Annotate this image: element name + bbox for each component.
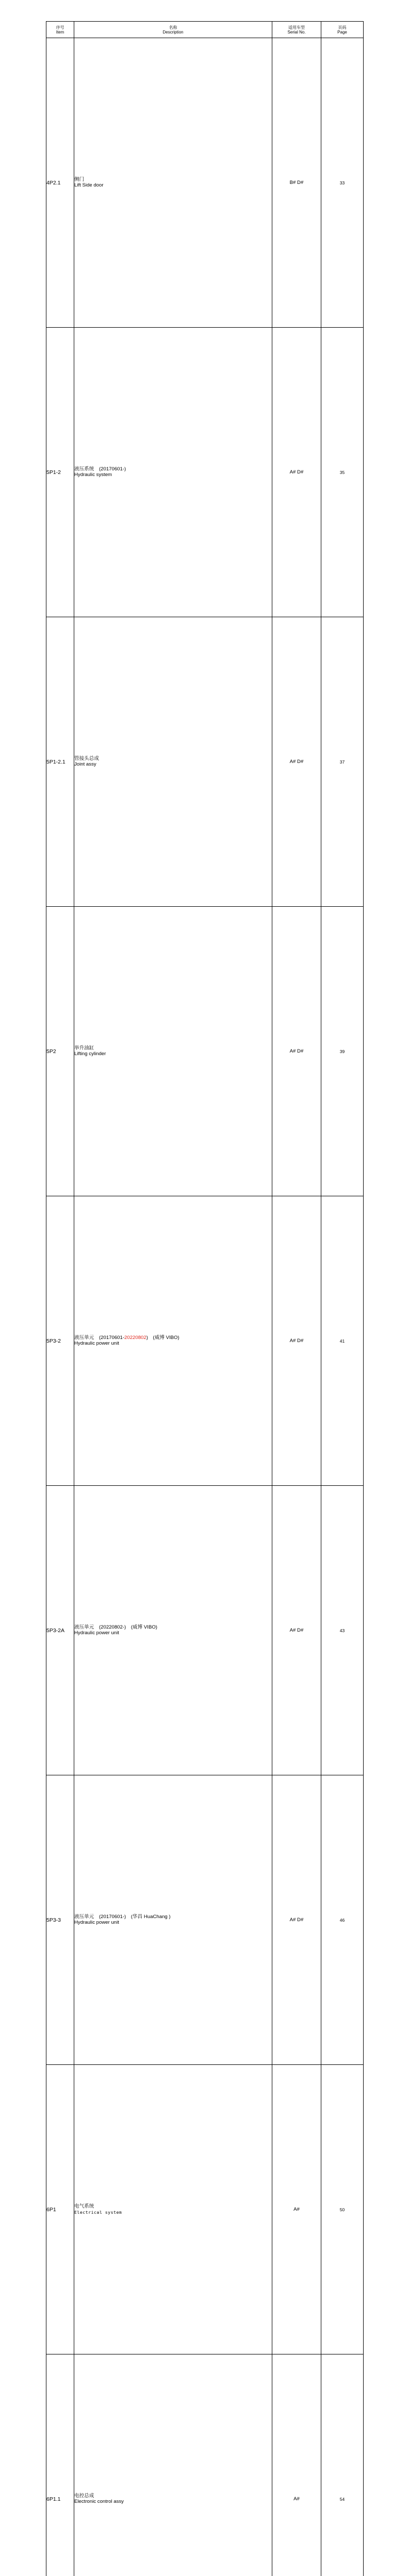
item-code: 6P1 bbox=[46, 2065, 74, 2354]
table-body bbox=[46, 38, 364, 2576]
item-code: 5P3-2A bbox=[46, 1486, 74, 1775]
page-number: 50 bbox=[321, 2065, 364, 2354]
page-number: 35 bbox=[321, 328, 364, 617]
page-number: 33 bbox=[321, 38, 364, 328]
header-description bbox=[74, 22, 272, 38]
description-zh: 液压系统 (20170601-) bbox=[74, 467, 272, 472]
parts-index-table bbox=[46, 21, 364, 2576]
description-zh: 电气系统 bbox=[74, 2204, 272, 2210]
description-en: Joint assy bbox=[74, 762, 272, 768]
item-code: 5P3-2 bbox=[46, 1196, 74, 1486]
description-zh: 液压单元 (20220802-) (威博 VIBO) bbox=[74, 1625, 272, 1631]
header-page-en: Page bbox=[321, 30, 363, 35]
serial-number: A# D# bbox=[272, 1775, 321, 2065]
item-description bbox=[74, 1775, 272, 2065]
serial-number: A# D# bbox=[272, 1196, 321, 1486]
table-row bbox=[46, 38, 364, 328]
header-item-zh: 序号 bbox=[46, 25, 74, 30]
item-code: 5P1-2 bbox=[46, 328, 74, 617]
table-row bbox=[46, 2354, 364, 2576]
description-zh-suffix: ) (威博 VIBO) bbox=[146, 1335, 179, 1341]
item-code: 5P1-2.1 bbox=[46, 617, 74, 907]
table-row bbox=[46, 617, 364, 907]
description-zh: 侧门 bbox=[74, 177, 272, 183]
description-zh: 举升油缸 bbox=[74, 1046, 272, 1052]
page-number: 43 bbox=[321, 1486, 364, 1775]
table-row bbox=[46, 1196, 364, 1486]
description-en: Hydraulic system bbox=[74, 472, 272, 478]
description-en: Hydraulic power unit bbox=[74, 1341, 272, 1347]
item-description bbox=[74, 38, 272, 328]
item-description bbox=[74, 328, 272, 617]
page-number: 46 bbox=[321, 1775, 364, 2065]
table-row bbox=[46, 1486, 364, 1775]
description-en: Hydraulic power unit bbox=[74, 1631, 272, 1636]
serial-number: B# D# bbox=[272, 38, 321, 328]
header-description-en: Description bbox=[74, 30, 272, 35]
header-serial bbox=[272, 22, 321, 38]
description-en: Electrical system bbox=[74, 2210, 272, 2215]
page-number: 54 bbox=[321, 2354, 364, 2576]
item-code: 5P3-3 bbox=[46, 1775, 74, 2065]
header-item bbox=[46, 22, 74, 38]
item-description bbox=[74, 617, 272, 907]
header-item-en: Item bbox=[46, 30, 74, 35]
item-description bbox=[74, 1486, 272, 1775]
table-header-row bbox=[46, 22, 364, 38]
description-zh: 管接头总成 bbox=[74, 756, 272, 762]
page-number: 39 bbox=[321, 907, 364, 1196]
description-zh: 电控总成 bbox=[74, 2494, 272, 2499]
table-row bbox=[46, 328, 364, 617]
serial-number: A# D# bbox=[272, 328, 321, 617]
table-row bbox=[46, 1775, 364, 2065]
description-en: Electronic control assy bbox=[74, 2499, 272, 2505]
description-zh-prefix: 液压单元 (20170601- bbox=[74, 1335, 124, 1341]
table-row bbox=[46, 2065, 364, 2354]
page-number: 37 bbox=[321, 617, 364, 907]
table-row bbox=[46, 907, 364, 1196]
serial-number: A# bbox=[272, 2065, 321, 2354]
description-en: Lift Side door bbox=[74, 183, 272, 189]
description-en: Hydraulic power unit bbox=[74, 1920, 272, 1926]
header-serial-zh: 适用车型 bbox=[272, 25, 321, 30]
serial-number: A# D# bbox=[272, 617, 321, 907]
item-description bbox=[74, 907, 272, 1196]
item-code: 4P2.1 bbox=[46, 38, 74, 328]
description-en: Lifting cylinder bbox=[74, 1052, 272, 1057]
description-zh-highlight: 20220802 bbox=[124, 1335, 146, 1341]
header-page-zh: 页码 bbox=[321, 25, 363, 30]
item-description bbox=[74, 1196, 272, 1486]
serial-number: A# D# bbox=[272, 1486, 321, 1775]
header-serial-en: Serial No. bbox=[272, 30, 321, 35]
item-code: 5P2 bbox=[46, 907, 74, 1196]
page-number: 41 bbox=[321, 1196, 364, 1486]
item-description bbox=[74, 2354, 272, 2576]
description-zh: 液压单元 (20170601-) (华昌 HuaChang ) bbox=[74, 1914, 272, 1920]
item-code: 6P1.1 bbox=[46, 2354, 74, 2576]
document-page bbox=[0, 0, 409, 289]
serial-number: A# D# bbox=[272, 907, 321, 1196]
description-zh bbox=[74, 1335, 272, 1341]
item-description bbox=[74, 2065, 272, 2354]
serial-number: A# bbox=[272, 2354, 321, 2576]
header-page bbox=[321, 22, 364, 38]
header-description-zh: 名称 bbox=[74, 25, 272, 30]
